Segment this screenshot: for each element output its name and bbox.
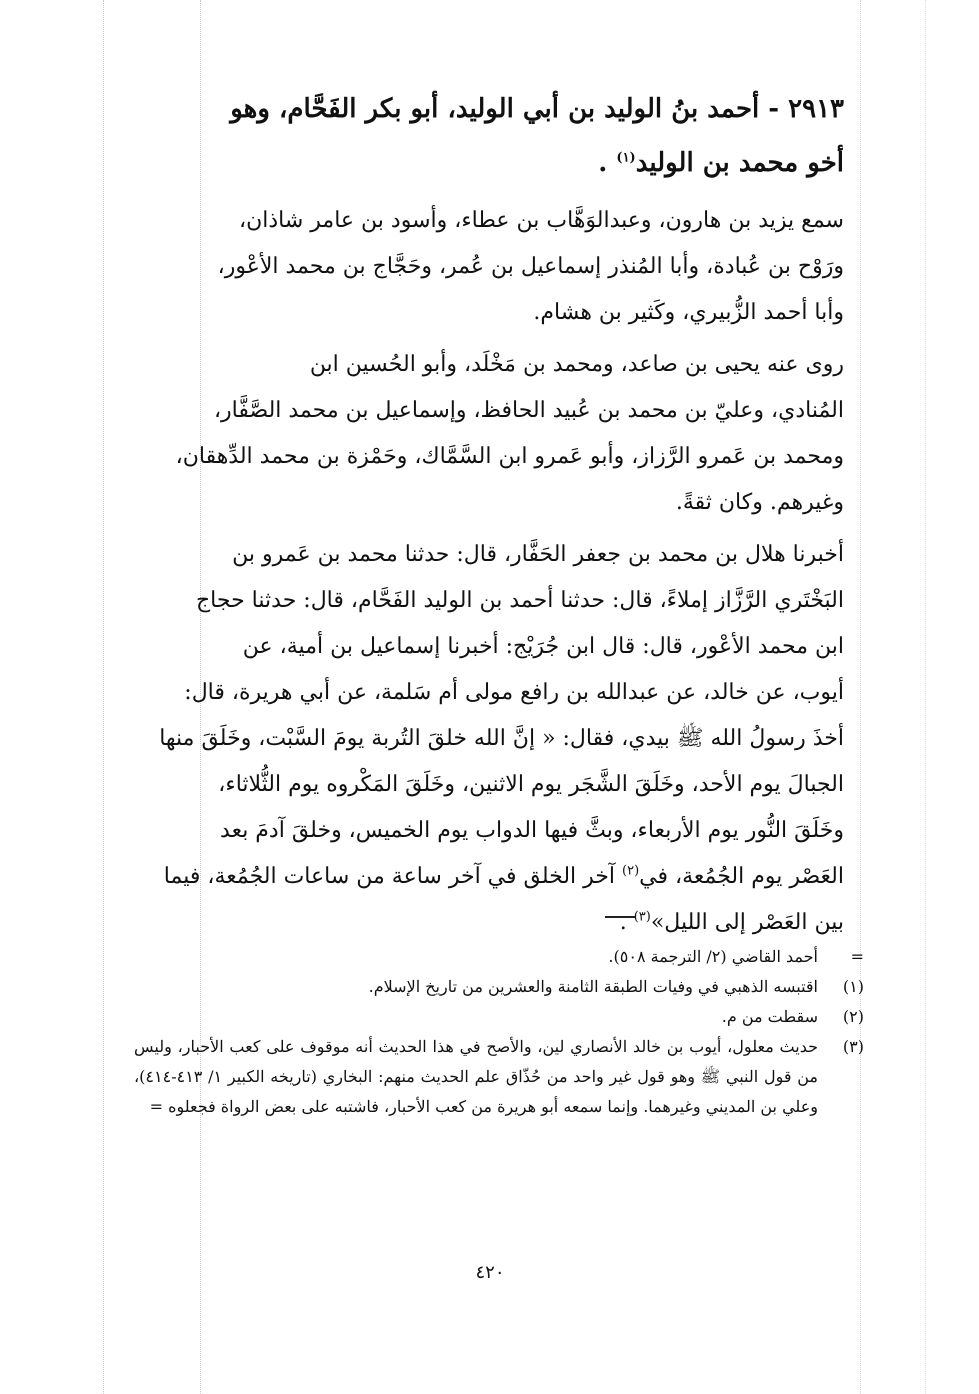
paragraph-teachers [134,198,844,336]
footnote-marker: (١) [842,977,864,996]
footnote-marker: = [850,947,864,966]
entry-heading-line-2 [134,136,844,190]
paragraph-line: روى عنه يحيى بن صاعد، ومحمد بن مَخْلَد، وأبو الحُسين ابن [309,352,844,377]
footnote-continuation [134,942,864,972]
line-text: . [619,910,634,935]
footnote-3 [134,1032,864,1122]
entry-heading-line-1: ٢٩١٣ - أحمد بنُ الوليد بن أبي الوليد، أبو بكر الفَحَّام، وهو [230,94,844,124]
footnote-ref-1[interactable]: (١) [616,150,636,166]
paragraph-line: البَخْتَري الرَّزَّاز إملاءً، قال: حدثنا أحمد بن الوليد الفَحَّام، قال: حدثنا حجاج [195,588,844,613]
paragraph-line: أخبرنا هلال بن محمد بن جعفر الحَفَّار، قال: حدثنا محمد بن عَمرو بن [232,542,844,567]
paragraph-line: وخَلَقَ النُّور يوم الأربعاء، وبثَّ فيها الدواب يوم الخميس، وخلقَ آدمَ بعد [220,818,844,843]
entry-heading-name: أخو محمد بن الوليد [635,148,844,178]
line-text: آخر الخلق في آخر ساعة من ساعات الجُمُعة، فيما [163,864,623,889]
paragraph-line: أخذَ رسولُ الله ﷺ بيدي، فقال: « إنَّ الله خلقَ التُربة يومَ السَّبْت، وخَلَقَ منها [159,726,844,751]
footnote-text: أحمد القاضي (٢/ الترجمة ٥٠٨). [608,947,818,966]
paragraph-line: وغيرهم. وكان ثقةً. [675,490,844,515]
footnote-separator [605,916,635,918]
footnote-ref-2[interactable]: (٢) [622,863,640,879]
footnote-marker: (٢) [842,1007,864,1026]
paragraph-line: وأبا أحمد الزُّبيري، وكَثير بن هشام. [533,300,844,325]
paragraph-line [134,900,844,946]
footnote-marker: (٣) [842,1037,864,1056]
entry-heading [134,82,844,190]
paragraph-line: الجبالَ يوم الأحد، وخَلَقَ الشَّجَر يوم الاثنين، وخَلَقَ المَكْروه يوم الثُّلاثاء، [218,772,844,797]
paragraph-line: سمع يزيد بن هارون، وعبدالوَهَّاب بن عطاء، وأسود بن عامر شاذان، [239,208,844,233]
paragraph-hadith [134,532,844,946]
paragraph-line [134,854,844,900]
footnotes [134,942,864,1122]
scan-guide-line [925,0,926,1394]
paragraph-line: ومحمد بن عَمرو الرَّزاز، وأبو عَمرو ابن السَّمَّاك، وحَمْزة بن محمد الدِّهقان، [175,444,844,469]
paragraph-line: المُنادي، وعليّ بن محمد بن عُبيد الحافظ، وإسماعيل بن محمد الصَّفَّار، [213,398,844,423]
line-text: العَصْر يوم الجُمُعة، في [639,864,844,889]
footnote-text: اقتبسه الذهبي في وفيات الطبقة الثامنة والعشرين من تاريخ الإسلام. [368,977,818,996]
paragraph-line: ورَوْح بن عُبادة، وأبا المُنذر إسماعيل بن عُمر، وحَجَّاج بن محمد الأعْور، [217,254,844,279]
footnote-text: حديث معلول، أيوب بن خالد الأنصاري لين، والأصح في هذا الحديث أنه موقوف على كعب الأحبار، وليس من قول النبي ﷺ وهو قول غير واحد من حُذّاق علم الحديث منهم: البخاري (تاريخه الكبير ١/ ٤١٣-٤١٤)، وعلي بن المديني وغيرهما. وإنما سمعه أبو هريرة من كعب الأحبار، فاشتبه على بعض الرواة فجعلوه = [134,1037,818,1116]
scan-guide-line [103,0,104,1394]
scan-guide-line [860,0,861,1394]
paragraph-line: أيوب، عن خالد، عن عبدالله بن رافع مولى أم سَلمة، عن أبي هريرة، قال: [184,680,844,705]
footnote-2 [134,1002,864,1032]
entry-heading-end: . [598,148,617,178]
page-number: ٤٢٠ [475,1262,505,1283]
footnote-text: سقطت من م. [721,1007,818,1026]
paragraph-students [134,342,844,526]
paragraph-line: ابن محمد الأعْور، قال: قال ابن جُرَيْج: أخبرنا إسماعيل بن أمية، عن [242,634,844,659]
footnote-ref-3[interactable]: (٣) [633,909,651,925]
footnote-1 [134,972,864,1002]
line-text: بين العَصْر إلى الليل» [650,910,844,935]
